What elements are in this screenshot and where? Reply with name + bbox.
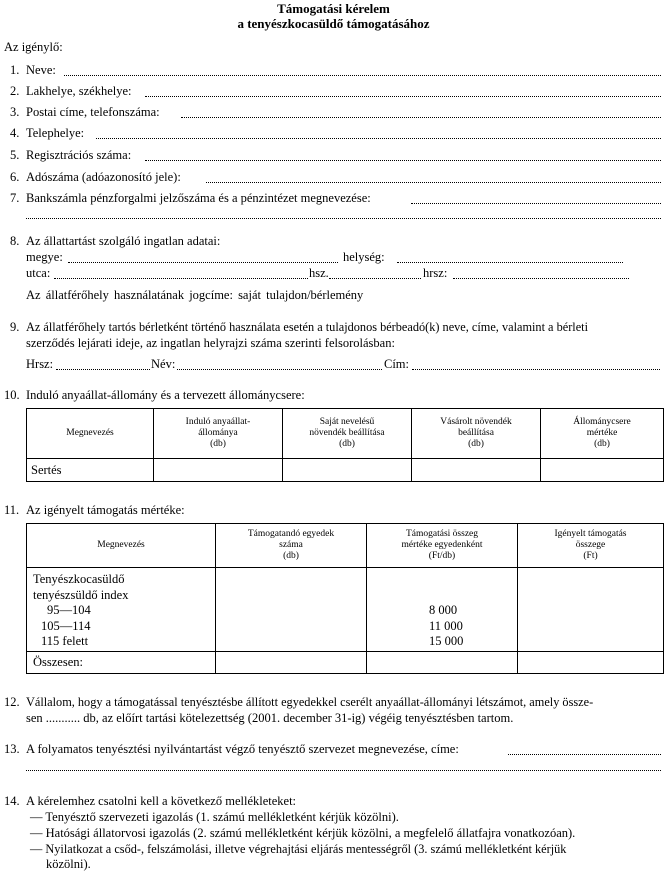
breeder-org-field[interactable] xyxy=(508,754,661,755)
item-num: 12. xyxy=(4,695,20,709)
item-num: 3. xyxy=(10,105,20,119)
street-field[interactable] xyxy=(54,278,308,279)
attachment-item-cont: közölni). xyxy=(46,857,91,871)
form-subtitle: a tenyészkocasüldő támogatásához xyxy=(237,16,430,31)
table-header-row xyxy=(27,409,664,459)
input-cell[interactable] xyxy=(518,652,664,674)
input-cell[interactable] xyxy=(216,568,367,652)
row-label-cell: Sertés xyxy=(27,459,154,482)
form-title: Támogatási kérelem xyxy=(277,1,390,16)
input-cell[interactable] xyxy=(541,459,664,482)
header-cell: Megnevezés xyxy=(27,409,154,459)
site-label: Telephelye: xyxy=(26,126,85,140)
header-cell: Saját nevelésű növendék beállítása (db) xyxy=(283,409,412,459)
livestock-label: Induló anyaállat-állomány és a tervezett állománycsere: xyxy=(26,388,305,402)
name-field[interactable] xyxy=(64,75,661,76)
name-label: Neve: xyxy=(26,63,56,77)
range-item: 115 felett xyxy=(41,634,89,648)
item-num: 1. xyxy=(10,63,20,77)
item-num: 14. xyxy=(4,794,20,808)
lease-text-line1: Az állatférőhely tartós bérletként történő használata esetén a tulajdonos bérbeadó(k) neve, címe, valamint a bérleti xyxy=(26,320,589,334)
item-num: 13. xyxy=(4,742,20,756)
lease-name-label: Név: xyxy=(151,357,176,371)
header-cell: Megnevezés xyxy=(27,524,216,568)
site-field[interactable] xyxy=(96,138,661,139)
table-row xyxy=(27,568,664,652)
house-number-field[interactable] xyxy=(329,278,421,279)
tax-label: Adószáma (adóazonosító jele): xyxy=(26,170,181,184)
input-cell[interactable] xyxy=(283,459,412,482)
item-num: 6. xyxy=(10,170,20,184)
input-cell[interactable] xyxy=(216,652,367,674)
commitment-line1: Vállalom, hogy a támogatással tenyésztésbe állított egyedekkel cserélt anyaállat-állományi létszámot, amely össze- xyxy=(26,695,594,709)
attachment-item: — Nyilatkozat a csőd-, felszámolási, illetve végrehajtási eljárás mentességről (3. számú mellékletként kérjük xyxy=(30,842,567,856)
registration-field[interactable] xyxy=(145,160,661,161)
attachment-item: — Hatósági állatorvosi igazolás (2. számú mellékletként kérjük közölni, a megfelelő állatfajra vonatkozóan). xyxy=(30,826,576,840)
attachment-item: — Tenyésztő szervezeti igazolás (1. számú mellékletként kérjük közölni). xyxy=(30,810,399,824)
lot-number-label: hrsz: xyxy=(423,266,448,280)
input-cell[interactable] xyxy=(518,568,664,652)
amount-value: 11 000 xyxy=(429,618,463,633)
lease-lot-field[interactable] xyxy=(56,369,150,370)
residence-label: Lakhelye, székhelye: xyxy=(26,84,132,98)
input-cell[interactable] xyxy=(412,459,541,482)
lease-name-field[interactable] xyxy=(177,369,382,370)
livestock-table xyxy=(26,408,664,482)
registration-label: Regisztrációs száma: xyxy=(26,148,132,162)
item-num: 11. xyxy=(4,503,20,517)
county-label: megye: xyxy=(26,250,63,264)
range-item: 105—114 xyxy=(41,618,91,633)
usage-title-text: Az állatférőhely használatának jogcíme: saját tulajdon/bérlemény xyxy=(26,288,364,302)
house-number-label: hsz. xyxy=(309,266,329,280)
table-row xyxy=(27,459,664,482)
applicant-label: Az igénylő: xyxy=(4,40,63,54)
table-total-row xyxy=(27,652,664,674)
lease-lot-label: Hrsz: xyxy=(26,357,54,371)
bank-field-cont[interactable] xyxy=(26,218,661,219)
bank-field[interactable] xyxy=(411,203,661,204)
commitment-line2: sen ........... db, az előírt tartási kötelezettség (2001. december 31-ig) végéig tenyésztésben tartom. xyxy=(26,711,514,725)
property-label: Az állattartást szolgáló ingatlan adatai: xyxy=(26,234,221,248)
amount-value: 15 000 xyxy=(429,634,464,648)
range-item: 95—104 xyxy=(47,603,91,617)
item-num: 8. xyxy=(10,234,20,248)
breeder-org-label: A folyamatos tenyésztési nyilvántartást végző tenyésztő szervezet megnevezése, címe: xyxy=(26,742,459,756)
breeder-org-field-cont[interactable] xyxy=(26,770,661,771)
postal-field[interactable] xyxy=(181,117,661,118)
item-num: 4. xyxy=(10,126,20,140)
bank-label: Bankszámla pénzforgalmi jelzőszáma és a pénzintézet megnevezése: xyxy=(26,191,371,205)
total-label-cell: Összesen: xyxy=(27,652,216,674)
lease-address-field[interactable] xyxy=(412,369,660,370)
amount-value: 8 000 xyxy=(429,603,458,617)
item-num: 9. xyxy=(10,320,20,334)
header-cell: Igényelt támogatás összege (Ft) xyxy=(518,524,664,568)
category-title: Tenyészkocasüldő xyxy=(33,572,125,586)
tax-field[interactable] xyxy=(206,182,661,183)
locality-label: helység: xyxy=(343,250,385,264)
locality-field[interactable] xyxy=(397,262,623,263)
category-cell xyxy=(27,568,216,652)
postal-label: Postai címe, telefonszáma: xyxy=(26,105,160,119)
header-cell: Támogatandó egyedek száma (db) xyxy=(216,524,367,568)
lease-text-line2: szerződés lejárati ideje, az ingatlan helyrajzi száma szerinti felsorolásban: xyxy=(26,336,395,350)
item-num: 2. xyxy=(10,84,20,98)
attachments-label: A kérelemhez csatolni kell a következő mellékleteket: xyxy=(26,794,297,808)
header-cell: Vásárolt növendék beállítása (db) xyxy=(412,409,541,459)
amount-cell xyxy=(367,568,518,652)
item-num: 7. xyxy=(10,191,20,205)
item-num: 10. xyxy=(4,388,20,402)
county-field[interactable] xyxy=(68,262,338,263)
table-header-row xyxy=(27,524,664,568)
input-cell[interactable] xyxy=(367,652,518,674)
header-cell: Támogatási összeg mértéke egyedenként (Ft/db) xyxy=(367,524,518,568)
lot-number-field[interactable] xyxy=(453,278,629,279)
header-cell: Állománycsere mértéke (db) xyxy=(541,409,664,459)
item-num: 5. xyxy=(10,148,20,162)
residence-field[interactable] xyxy=(145,96,661,97)
header-cell: Induló anyaállat- állománya (db) xyxy=(154,409,283,459)
subsidy-label: Az igényelt támogatás mértéke: xyxy=(26,503,185,517)
category-subtitle: tenyészsüldő index xyxy=(33,587,129,602)
lease-address-label: Cím: xyxy=(384,357,410,371)
input-cell[interactable] xyxy=(154,459,283,482)
subsidy-table xyxy=(26,523,664,674)
street-label: utca: xyxy=(26,266,51,280)
